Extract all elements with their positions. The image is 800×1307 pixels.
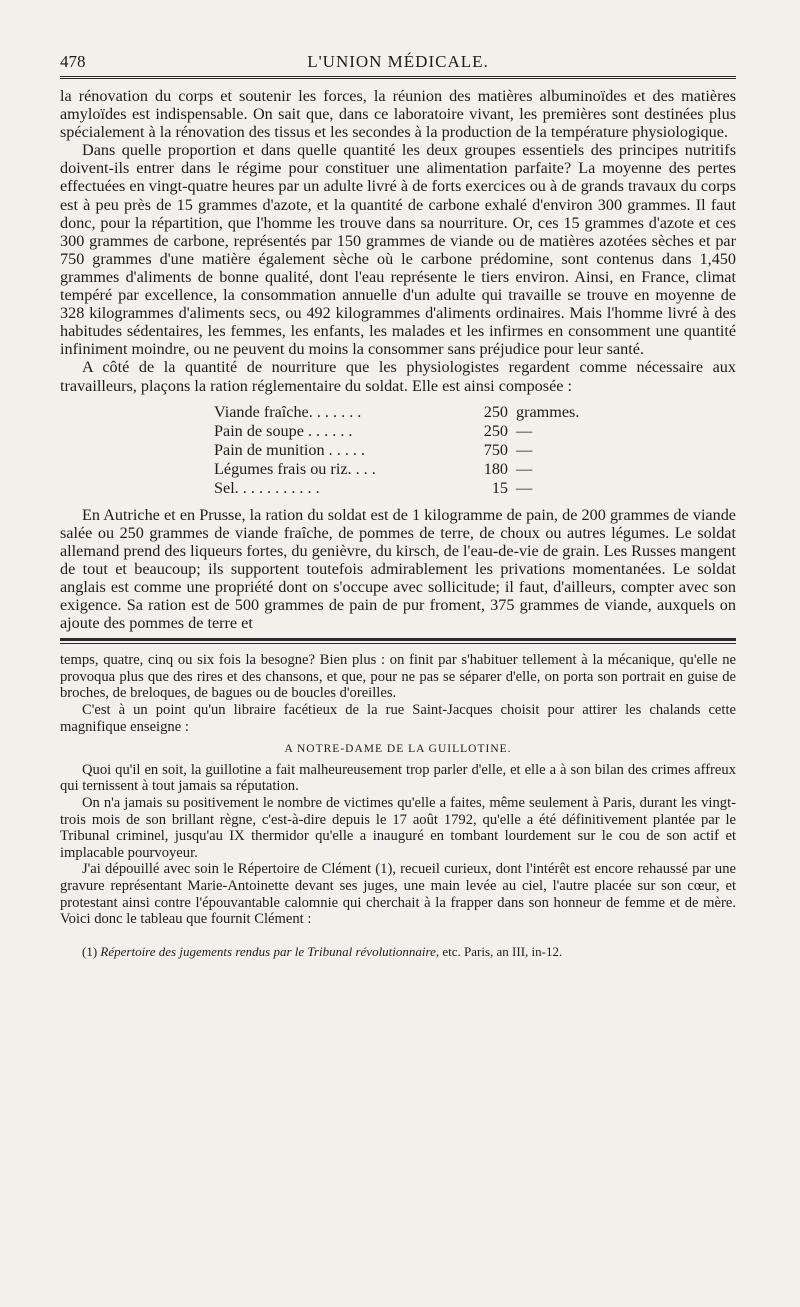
ration-row [214, 441, 736, 460]
ration-item: Pain de munition . . . . . [214, 440, 366, 459]
ration-row [214, 460, 736, 479]
footnote-rest: etc. Paris, an III, in-12. [442, 943, 563, 959]
ration-item: Sel. . . . . . . . . . . [214, 478, 320, 497]
paragraph: On n'a jamais su positivement le nombre de victimes qu'elle a faites, même seulement à Paris, durant les vingt-trois mois de son brillant règne, c'est-à-dire depuis le 17 août 1792, qu'elle a été définitivement plantée par le Tribunal criminel, jusqu'au IX thermidor qu'elle a inauguré en tombant lourdement sur le cou de son actif et implacable pourvoyeur. [60, 795, 736, 861]
ration-item: Légumes frais ou riz. . . . [214, 459, 376, 478]
paragraph: Quoi qu'il en soit, la guillotine a fait malheureusement trop parler d'elle, et elle a à son bilan des crimes affreux qui ternissent à tout jamais sa réputation. [60, 761, 736, 795]
journal-title: L'UNION MÉDICALE. [307, 52, 489, 71]
ration-unit: — [516, 440, 533, 459]
paragraph: temps, quatre, cinq ou six fois la besogne? Bien plus : on finit par s'habituer tellement à la mécanique, qu'elle ne provoqua plus que des rires et des chansons, et que, pour ne pas se séparer d'elle, on porta son portrait en guise de broches, de breloques, de bagues ou de boucles d'oreilles. [60, 652, 736, 702]
footnote-mark: (1) [82, 943, 98, 959]
ration-unit: — [516, 459, 533, 478]
ration-unit: — [516, 478, 533, 497]
paragraph: A côté de la quantité de nourriture que les physiologistes regardent comme nécessaire aux travailleurs, plaçons la ration réglementaire du soldat. Elle est ainsi composée : [60, 358, 736, 395]
footnote [60, 944, 736, 959]
ration-qty: 250 [483, 421, 508, 440]
footnote-title: Répertoire des jugements rendus par le Tribunal révolutionnaire, [100, 943, 440, 959]
page-header [60, 52, 736, 79]
ration-qty: 15 [491, 478, 508, 497]
page [60, 52, 736, 959]
ration-item: Pain de soupe . . . . . . [214, 421, 353, 440]
paragraph: J'ai dépouillé avec soin le Répertoire de Clément (1), recueil curieux, dont l'intérêt est encore rehaussé par une gravure représentant Marie-Antoinette devant ses juges, une main levée au ciel, l'autre placée sur son cœur, et protestant ainsi contre l'épouvantable calomnie qui cherchait à la frapper dans son honneur de femme et de mère. Voici donc le tableau que fournit Clément : [60, 861, 736, 928]
feuilleton-divider [60, 638, 736, 644]
paragraph: la rénovation du corps et soutenir les forces, la réunion des matières albuminoïdes et des matières amyloïdes est indispensable. On sait que, dans ce laboratoire vivant, les premières sont destinées plus spécialement à la rénovation des tissus et les secondes à la production de la température physiologique. [60, 87, 736, 142]
ration-item: Viande fraîche. . . . . . . [214, 402, 362, 421]
paragraph: C'est à un point qu'un libraire facétieux de la rue Saint-Jacques choisit pour attirer les chalands cette magnifique enseigne : [60, 702, 736, 735]
feuilleton-text [60, 652, 736, 959]
ration-qty: 250 [483, 402, 508, 421]
ration-unit: — [516, 421, 533, 440]
ration-row [214, 479, 736, 498]
paragraph: Dans quelle proportion et dans quelle quantité les deux groupes essentiels des principes nutritifs doivent-ils entrer dans le régime pour constituer une alimentation parfaite? La moyenne des pertes effectuées en vingt-quatre heures par un adulte livré à de forts exercices ou à de grands travaux du corps est à peu près de 15 grammes d'azote, et la quantité de carbone exhalé d'environ 300 grammes. Il faut donc, pour la répartition, que l'homme les trouve dans sa nourriture. Or, ces 15 grammes d'azote et ces 300 grammes de carbone, représentés par 150 grammes de viande ou de matières azotées sèches et par 750 grammes d'une matière également sèche où le carbone prédomine, sont contenus dans 1,450 grammes d'aliments de bonne qualité, dont l'eau représente le tiers environ. Ainsi, en France, climat tempéré par excellence, la consommation annuelle d'un adulte qui travaille se trouve en moyenne de 328 kilogrammes d'aliments secs, ou 492 kilogrammes d'aliments ordinaires. Mais l'homme livré à des habitudes sédentaires, les femmes, les enfants, les malades et les infirmes en consomment une quantité infiniment moindre, ou ne peuvent du moins la consommer sans préjudice pour leur santé. [60, 141, 736, 359]
page-number: 478 [60, 52, 86, 71]
main-text [60, 87, 736, 632]
ration-row [214, 403, 736, 422]
paragraph: En Autriche et en Prusse, la ration du soldat est de 1 kilogramme de pain, de 200 grammes de viande salée ou 250 grammes de viande fraîche, de pommes de terre, de choux ou autres légumes. Le soldat allemand prend des liqueurs fortes, du genièvre, du kirsch, de l'eau-de-vie de grain. Les Russes mangent de tout et beaucoup; ils supportent toutefois admirablement les privations momentanées. Le soldat anglais est comme une propriété dont on s'occupe avec sollicitude; il faut, d'ailleurs, compter avec son exigence. Sa ration est de 500 grammes de pain de pur froment, 375 grammes de viande, auxquels on ajoute des pommes de terre et [60, 505, 736, 633]
ration-qty: 180 [483, 459, 508, 478]
shop-sign: A NOTRE-DAME DE LA GUILLOTINE. [284, 743, 512, 756]
ration-row [214, 422, 736, 441]
ration-table [214, 403, 736, 498]
ration-qty: 750 [483, 440, 508, 459]
ration-unit: grammes. [516, 402, 580, 421]
